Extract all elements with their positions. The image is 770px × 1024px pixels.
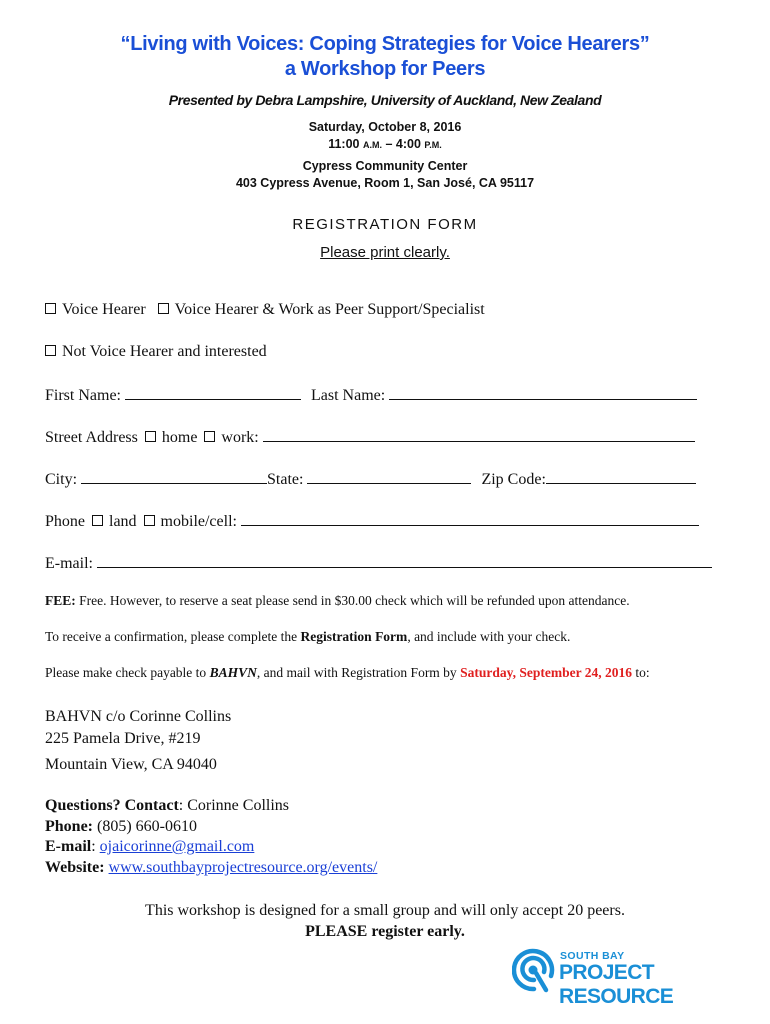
street-address-row — [45, 427, 695, 447]
city-state-zip-row — [45, 469, 696, 489]
voice-hearer-checkbox[interactable] — [45, 303, 56, 314]
deadline-date: Saturday, September 24, 2016 — [460, 665, 632, 680]
event-title-line2: a Workshop for Peers — [284, 58, 486, 80]
confirm-bold: Registration Form — [300, 629, 408, 644]
land-label: land — [109, 513, 137, 530]
contact-name: : Corinne Collins — [178, 797, 290, 814]
contact-email-sep: : — [91, 838, 100, 855]
payable-pre: Please make check payable to — [45, 665, 207, 680]
website-link[interactable]: www.southbayprojectresource.org/events/ — [108, 859, 378, 876]
contact-email-label: E-mail — [45, 838, 92, 855]
payable-name: BAHVN — [209, 665, 257, 680]
south-bay-project-resource-logo — [512, 946, 742, 1008]
street-address-label: Street Address — [45, 429, 138, 446]
state-field[interactable] — [307, 469, 471, 484]
fee-note — [45, 593, 630, 609]
city-label: City: — [45, 471, 78, 488]
fee-text: Free. However, to reserve a seat please send in $30.00 check which will be refunded upon attendance. — [79, 593, 630, 608]
work-label: work: — [221, 429, 259, 446]
email-field[interactable] — [97, 553, 712, 568]
first-name-label: First Name: — [45, 387, 121, 404]
time-separator: – — [385, 137, 393, 151]
contact-phone: (805) 660-0610 — [93, 818, 197, 835]
mobile-label: mobile/cell: — [160, 513, 237, 530]
work-address-checkbox[interactable] — [204, 431, 215, 442]
confirm-pre: To receive a confirmation, please complete the — [45, 629, 298, 644]
mobile-checkbox[interactable] — [144, 515, 155, 526]
time-end: 4:00 — [395, 137, 421, 151]
event-title-line1: “Living with Voices: Coping Strategies for Voice Hearers” — [120, 33, 650, 55]
time-start: 11:00 — [328, 137, 360, 151]
street-address-field[interactable] — [263, 427, 695, 442]
website-label: Website: — [45, 859, 105, 876]
website-line — [45, 859, 377, 877]
mailing-line1: BAHVN c/o Corinne Collins — [45, 708, 232, 725]
email-label: E-mail: — [45, 555, 93, 572]
voice-hearer-peer-checkbox[interactable] — [158, 303, 169, 314]
voice-hearer-label: Voice Hearer — [62, 301, 146, 318]
form-heading: REGISTRATION FORM — [292, 216, 478, 233]
event-time — [0, 137, 770, 151]
payable-post: to: — [635, 665, 650, 680]
am-label: A.M. — [362, 140, 382, 150]
state-label: State: — [267, 471, 304, 488]
voice-hearer-peer-label: Voice Hearer & Work as Peer Support/Specialist — [174, 301, 485, 318]
phone-line — [45, 818, 197, 836]
city-field[interactable] — [81, 469, 267, 484]
not-voice-hearer-label: Not Voice Hearer and interested — [62, 343, 267, 360]
home-address-checkbox[interactable] — [145, 431, 156, 442]
zip-label: Zip Code: — [481, 471, 546, 488]
home-label: home — [161, 429, 198, 446]
not-voice-hearer-checkbox[interactable] — [45, 345, 56, 356]
name-row — [45, 385, 697, 405]
last-name-label: Last Name: — [311, 387, 386, 404]
landline-checkbox[interactable] — [92, 515, 103, 526]
pm-label: P.M. — [424, 140, 442, 150]
payable-note — [45, 665, 650, 681]
presenter-line: Presented by Debra Lampshire, University of Auckland, New Zealand — [168, 92, 602, 108]
venue-name: Cypress Community Center — [302, 159, 468, 173]
contact-line — [45, 797, 289, 815]
first-name-field[interactable] — [125, 385, 301, 400]
last-name-field[interactable] — [389, 385, 697, 400]
fee-label: FEE: — [45, 593, 76, 608]
phone-field[interactable] — [241, 511, 699, 526]
event-date: Saturday, October 8, 2016 — [308, 120, 462, 134]
phone-row — [45, 511, 699, 531]
contact-email-link[interactable]: ojaicorinne@gmail.com — [99, 838, 255, 855]
venue-address: 403 Cypress Avenue, Room 1, San José, CA 95117 — [235, 176, 535, 190]
confirmation-note — [45, 629, 570, 645]
questions-label: Questions? Contact — [45, 797, 179, 814]
logo-small-text: SOUTH BAY — [560, 950, 625, 962]
confirm-post: , and include with your check. — [407, 629, 571, 644]
mailing-line3: Mountain View, CA 94040 — [45, 756, 217, 773]
contact-phone-label: Phone: — [45, 818, 93, 835]
zip-field[interactable] — [546, 469, 696, 484]
register-early-note: PLEASE register early. — [305, 923, 465, 940]
email-row — [45, 553, 712, 573]
group-size-note: This workshop is designed for a small group and will only accept 20 peers. — [145, 902, 625, 919]
logo-big-text: PROJECT RESOURCE — [559, 961, 674, 1008]
payable-mid: , and mail with Registration Form by — [256, 665, 457, 680]
attendee-type-row — [45, 301, 485, 319]
not-voice-hearer-row — [45, 343, 267, 361]
phone-label: Phone — [45, 513, 85, 530]
spiral-logo-icon — [512, 946, 556, 994]
email-line — [45, 838, 254, 856]
mailing-line2: 225 Pamela Drive, #219 — [45, 730, 201, 747]
form-instruction: Please print clearly. — [320, 244, 450, 261]
